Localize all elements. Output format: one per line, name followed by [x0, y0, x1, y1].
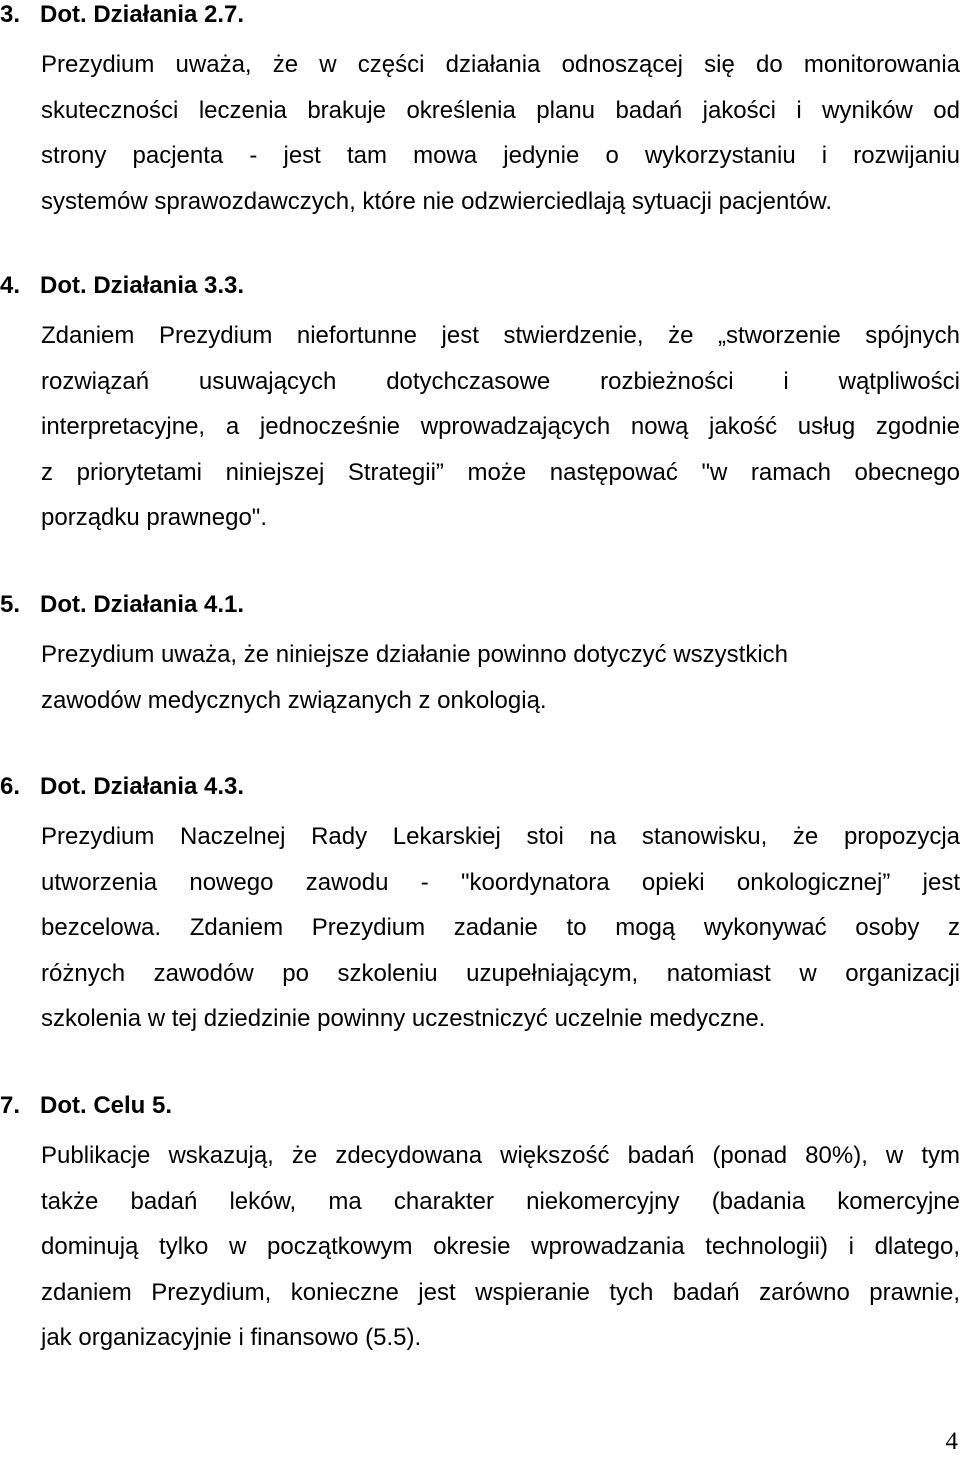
paragraph-line: Prezydium Naczelnej Rady Lekarskiej stoi na stanowisku, że propozycja [41, 823, 960, 850]
section-5 [0, 590, 960, 723]
section-paragraph [0, 313, 960, 541]
paragraph-line: różnych zawodów po szkoleniu uzupełniającym, natomiast w organizacji [41, 959, 960, 987]
paragraph-line: systemów sprawozdawczych, które nie odzwierciedlają sytuacji pacjentów. [41, 187, 833, 215]
paragraph-line: strony pacjenta - jest tam mowa jedynie o wykorzystaniu i rozwijaniu [41, 142, 960, 169]
section-paragraph [0, 814, 960, 1042]
paragraph-line: z priorytetami niniejszej Strategii” może następować "w ramach obecnego [41, 458, 960, 486]
paragraph-line: interpretacyjne, a jednocześnie wprowadzających nową jakość usług zgodnie [41, 413, 960, 440]
paragraph-line: Prezydium uważa, że niniejsze działanie powinno dotyczyć wszystkich [41, 641, 788, 668]
section-title: Dot. Działania 4.3. [40, 773, 245, 800]
section-4 [0, 271, 960, 541]
section-number: 3. [0, 1, 21, 28]
paragraph-line: także badań leków, ma charakter niekomercyjny (badania komercyjne [41, 1187, 960, 1215]
paragraph-line: utworzenia nowego zawodu - "koordynatora opieki onkologicznej” jest [41, 868, 960, 896]
page-number: 4 [945, 1428, 958, 1455]
section-paragraph [0, 1133, 960, 1361]
paragraph-line: rozwiązań usuwających dotychczasowe rozbieżności i wątpliwości [41, 367, 960, 395]
paragraph-line: Zdaniem Prezydium niefortunne jest stwierdzenie, że „stworzenie spójnych [41, 322, 960, 349]
section-6 [0, 772, 960, 1042]
paragraph-line: jak organizacyjnie i finansowo (5.5). [41, 1324, 422, 1351]
section-title: Dot. Celu 5. [40, 1092, 173, 1119]
paragraph-line: Prezydium uważa, że w części działania odnoszącej się do monitorowania [41, 51, 960, 78]
section-heading [0, 271, 960, 301]
section-paragraph [0, 42, 960, 224]
section-heading [0, 590, 960, 620]
section-number: 7. [0, 1092, 21, 1119]
section-number: 5. [0, 591, 21, 618]
paragraph-line: zdaniem Prezydium, konieczne jest wspieranie tych badań zarówno prawnie, [41, 1278, 960, 1306]
section-heading [0, 1091, 960, 1121]
section-title: Dot. Działania 2.7. [40, 1, 245, 28]
paragraph-line: zawodów medycznych związanych z onkologią. [41, 686, 547, 714]
section-title: Dot. Działania 4.1. [40, 591, 245, 618]
section-heading [0, 0, 960, 30]
section-3 [0, 0, 960, 224]
paragraph-line: bezcelowa. Zdaniem Prezydium zadanie to mogą wykonywać osoby z [41, 914, 960, 941]
paragraph-line: skuteczności leczenia brakuje określenia planu badań jakości i wyników od [41, 96, 960, 124]
section-number: 4. [0, 272, 21, 299]
section-7 [0, 1091, 960, 1361]
paragraph-line: porządku prawnego". [41, 504, 267, 531]
section-title: Dot. Działania 3.3. [40, 272, 245, 299]
paragraph-line: dominują tylko w początkowym okresie wprowadzania technologii) i dlatego, [41, 1233, 960, 1260]
paragraph-line: szkolenia w tej dziedzinie powinny uczestniczyć uczelnie medyczne. [41, 1005, 766, 1032]
section-paragraph [0, 632, 960, 723]
paragraph-line: Publikacje wskazują, że zdecydowana większość badań (ponad 80%), w tym [41, 1142, 960, 1169]
section-heading [0, 772, 960, 802]
section-number: 6. [0, 773, 21, 800]
